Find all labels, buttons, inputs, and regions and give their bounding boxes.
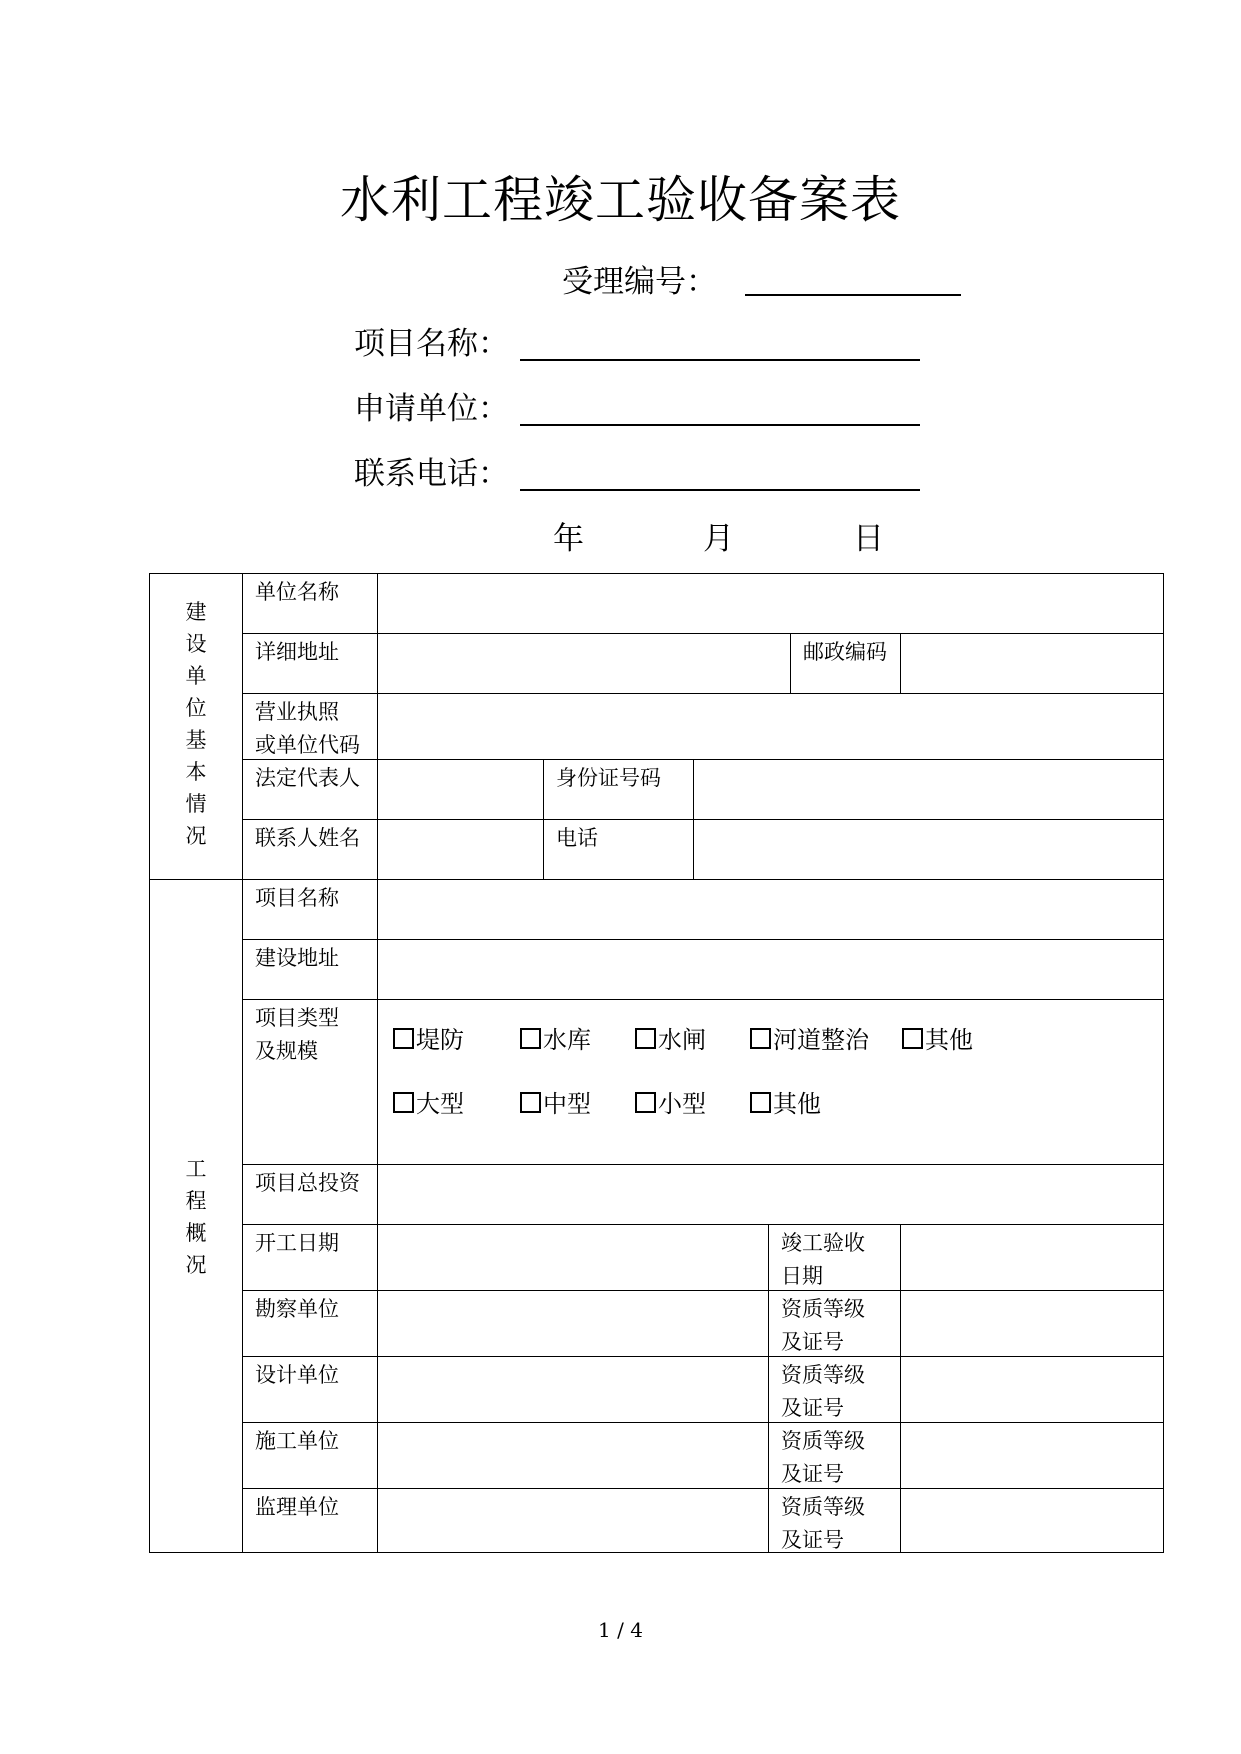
section1-char: 单 <box>185 664 207 688</box>
year-label: 年 <box>553 521 584 557</box>
checkbox-icon[interactable] <box>902 1028 923 1049</box>
s2-project-name-input[interactable] <box>377 879 1164 940</box>
type-option-label: 堤防 <box>416 1026 464 1054</box>
survey-unit-input[interactable] <box>377 1290 769 1357</box>
section1-char: 建 <box>185 600 207 624</box>
checkbox-icon[interactable] <box>393 1028 414 1049</box>
scale-option-label: 大型 <box>416 1090 464 1118</box>
address-input[interactable] <box>377 633 791 694</box>
supervision-qual-label <box>768 1488 901 1553</box>
contact-name-input[interactable] <box>377 819 544 880</box>
project-type-options <box>377 999 1164 1165</box>
completion-date-input[interactable] <box>900 1224 1164 1291</box>
section1-char: 基 <box>185 728 207 752</box>
month-label: 月 <box>703 521 734 557</box>
checkbox-icon[interactable] <box>635 1028 656 1049</box>
qual-label-line2: 及证号 <box>781 1528 844 1552</box>
section2-header <box>149 879 243 1553</box>
completion-date-label-line2: 日期 <box>781 1264 823 1288</box>
supervision-qual-input[interactable] <box>900 1488 1164 1553</box>
type-option-levee[interactable] <box>393 1025 464 1055</box>
construction-unit-input[interactable] <box>377 1422 769 1489</box>
survey-unit-label: 勘察单位 <box>242 1290 378 1357</box>
checkbox-icon[interactable] <box>520 1028 541 1049</box>
acceptance-no-label: 受理编号： <box>562 264 717 300</box>
build-address-label: 建设地址 <box>242 939 378 1000</box>
type-option-sluice[interactable] <box>635 1025 706 1055</box>
section2-char: 工 <box>185 1157 207 1181</box>
completion-date-label-line1: 竣工验收 <box>781 1231 865 1255</box>
license-label-line2: 或单位代码 <box>255 733 360 757</box>
applicant-field[interactable] <box>520 424 920 426</box>
applicant-label: 申请单位： <box>354 391 509 427</box>
postcode-label: 邮政编码 <box>790 633 901 694</box>
construction-qual-label <box>768 1422 901 1489</box>
unit-name-label: 单位名称 <box>242 573 378 634</box>
scale-option-other[interactable] <box>750 1089 821 1119</box>
section1-char: 位 <box>185 696 207 720</box>
phone-label: 联系电话： <box>354 456 509 492</box>
investment-label: 项目总投资 <box>242 1164 378 1225</box>
license-label <box>242 693 378 760</box>
design-unit-input[interactable] <box>377 1356 769 1423</box>
qual-label-line2: 及证号 <box>781 1396 844 1420</box>
license-input[interactable] <box>377 693 1164 760</box>
checkbox-icon[interactable] <box>520 1092 541 1113</box>
construction-unit-label: 施工单位 <box>242 1422 378 1489</box>
qual-label-line1: 资质等级 <box>781 1495 865 1519</box>
day-label: 日 <box>853 521 884 557</box>
section1-char: 设 <box>185 632 207 656</box>
design-qual-label <box>768 1356 901 1423</box>
start-date-label: 开工日期 <box>242 1224 378 1291</box>
section2-char: 程 <box>185 1189 207 1213</box>
qual-label-line1: 资质等级 <box>781 1297 865 1321</box>
section2-char: 况 <box>185 1253 207 1277</box>
project-type-label-line2: 及规模 <box>255 1039 318 1063</box>
legal-rep-label: 法定代表人 <box>242 759 378 820</box>
unit-name-input[interactable] <box>377 573 1164 634</box>
qual-label-line1: 资质等级 <box>781 1363 865 1387</box>
survey-qual-label <box>768 1290 901 1357</box>
contact-name-label: 联系人姓名 <box>242 819 378 880</box>
supervision-unit-input[interactable] <box>377 1488 769 1553</box>
address-label: 详细地址 <box>242 633 378 694</box>
scale-option-label: 其他 <box>773 1090 821 1118</box>
id-number-input[interactable] <box>693 759 1164 820</box>
id-number-label: 身份证号码 <box>543 759 694 820</box>
project-type-label-line1: 项目类型 <box>255 1006 339 1030</box>
scale-option-large[interactable] <box>393 1089 464 1119</box>
acceptance-no-field[interactable] <box>745 294 961 296</box>
project-type-label <box>242 999 378 1165</box>
section1-header <box>149 573 243 880</box>
checkbox-icon[interactable] <box>635 1092 656 1113</box>
type-option-other[interactable] <box>902 1025 973 1055</box>
contact-phone-input[interactable] <box>693 819 1164 880</box>
type-option-label: 水闸 <box>658 1026 706 1054</box>
phone-field[interactable] <box>520 489 920 491</box>
s2-project-name-label: 项目名称 <box>242 879 378 940</box>
start-date-input[interactable] <box>377 1224 769 1291</box>
build-address-input[interactable] <box>377 939 1164 1000</box>
type-option-river[interactable] <box>750 1025 869 1055</box>
section1-char: 本 <box>185 760 207 784</box>
qual-label-line1: 资质等级 <box>781 1429 865 1453</box>
scale-option-medium[interactable] <box>520 1089 591 1119</box>
checkbox-icon[interactable] <box>750 1092 771 1113</box>
project-name-label: 项目名称： <box>354 326 509 362</box>
completion-date-label <box>768 1224 901 1291</box>
qual-label-line2: 及证号 <box>781 1462 844 1486</box>
construction-qual-input[interactable] <box>900 1422 1164 1489</box>
survey-qual-input[interactable] <box>900 1290 1164 1357</box>
page-number: 1 / 4 <box>598 1618 643 1642</box>
postcode-input[interactable] <box>900 633 1164 694</box>
checkbox-icon[interactable] <box>393 1092 414 1113</box>
qual-label-line2: 及证号 <box>781 1330 844 1354</box>
type-option-label: 水库 <box>543 1026 591 1054</box>
legal-rep-input[interactable] <box>377 759 544 820</box>
investment-input[interactable] <box>377 1164 1164 1225</box>
type-option-reservoir[interactable] <box>520 1025 591 1055</box>
supervision-unit-label: 监理单位 <box>242 1488 378 1553</box>
section1-char: 况 <box>185 824 207 848</box>
design-unit-label: 设计单位 <box>242 1356 378 1423</box>
project-name-field[interactable] <box>520 359 920 361</box>
license-label-line1: 营业执照 <box>255 700 339 724</box>
scale-option-label: 中型 <box>543 1090 591 1118</box>
type-option-label: 其他 <box>925 1026 973 1054</box>
scale-option-small[interactable] <box>635 1089 706 1119</box>
type-option-label: 河道整治 <box>773 1026 869 1054</box>
scale-option-label: 小型 <box>658 1090 706 1118</box>
contact-phone-label: 电话 <box>543 819 694 880</box>
section2-char: 概 <box>185 1221 207 1245</box>
section1-char: 情 <box>185 792 207 816</box>
checkbox-icon[interactable] <box>750 1028 771 1049</box>
design-qual-input[interactable] <box>900 1356 1164 1423</box>
page-title: 水利工程竣工验收备案表 <box>340 171 901 229</box>
